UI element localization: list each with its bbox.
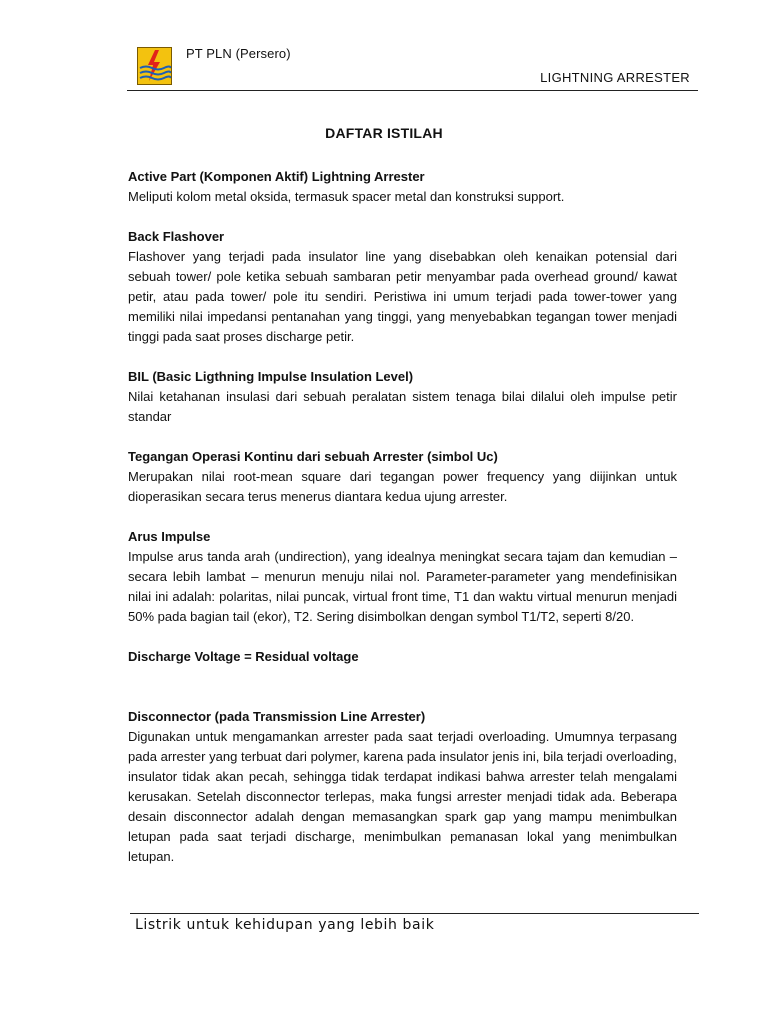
term-definition: Merupakan nilai root-mean square dari tegangan power frequency yang diijinkan untuk dioperasikan secara terus menerus diantara kedua ujung arrester. — [128, 469, 677, 504]
term-definition: Flashover yang terjadi pada insulator line yang disebabkan oleh kenaikan potensial dari sebuah tower/ pole ketika sebuah sambaran petir menyambar pada overhead ground/ kawat petir, atau pada tower/ pole itu sendiri. Peristiwa ini umum terjadi pada tower-tower yang memiliki nilai impedansi pentanahan yang tinggi, yang menyebabkan tegangan tower menjadi tinggi pada saat proses discharge petir. — [128, 249, 677, 344]
term-definition: Meliputi kolom metal oksida, termasuk spacer metal dan konstruksi support. — [128, 189, 565, 204]
pln-logo-graphic — [138, 48, 171, 84]
organization-name: PT PLN (Persero) — [186, 46, 291, 61]
pln-logo-icon — [137, 47, 172, 85]
footer-divider — [130, 913, 699, 914]
term-title: Tegangan Operasi Kontinu dari sebuah Arrester (simbol Uc) — [128, 449, 498, 464]
term-definition: Nilai ketahanan insulasi dari sebuah peralatan sistem tenaga bilai dilalui oleh impulse petir standar — [128, 389, 677, 424]
glossary-entry-disconnector — [128, 707, 677, 867]
footer-slogan: Listrik untuk kehidupan yang lebih baik — [135, 917, 435, 933]
glossary-entry-active-part — [128, 167, 677, 207]
term-title: Back Flashover — [128, 229, 225, 244]
term-title: Arus Impulse — [128, 529, 211, 544]
term-title: Disconnector (pada Transmission Line Arrester) — [128, 709, 426, 724]
term-title: BIL (Basic Ligthning Impulse Insulation Level) — [128, 369, 414, 384]
document-title: LIGHTNING ARRESTER — [540, 70, 690, 85]
term-definition: Impulse arus tanda arah (undirection), yang idealnya meningkat secara tajam dan kemudian – secara lebih lambat – menurun menuju nilai nol. Parameter-parameter yang mendefinisikan nilai ini adalah: polaritas, nilai puncak, virtual front time, T1 dan waktu virtual menurun menjadi 50% pada bagian tail (ekor), T2. Sering disimbolkan dengan symbol T1/T2, seperti 8/20. — [128, 549, 677, 624]
glossary-list — [128, 167, 677, 867]
term-definition: Digunakan untuk mengamankan arrester pada saat terjadi overloading. Umumnya terpasang pada arrester yang terbuat dari polymer, karena pada insulator jenis ini, bila terjadi overloading, insulator tidak akan pecah, sehingga tidak terdapat indikasi bahwa arrester telah mengalami kerusakan. Setelah disconnector terlepas, maka fungsi arrester menjadi tidak ada. Beberapa desain disconnector adalah dengan memasangkan spark gap yang mampu menimbulkan letupan pada saat terjadi discharge, menimbulkan pemanasan lokal yang menimbulkan letupan. — [128, 729, 677, 864]
term-title: Active Part (Komponen Aktif) Lightning Arrester — [128, 169, 425, 184]
term-title: Discharge Voltage = Residual voltage — [128, 649, 359, 664]
glossary-entry-back-flashover — [128, 227, 677, 347]
glossary-entry-discharge-voltage — [128, 647, 677, 667]
glossary-entry-uc — [128, 447, 677, 507]
glossary-entry-bil — [128, 367, 677, 427]
glossary-entry-arus-impulse — [128, 527, 677, 627]
page-heading: DAFTAR ISTILAH — [325, 125, 443, 141]
header-divider — [127, 90, 698, 91]
